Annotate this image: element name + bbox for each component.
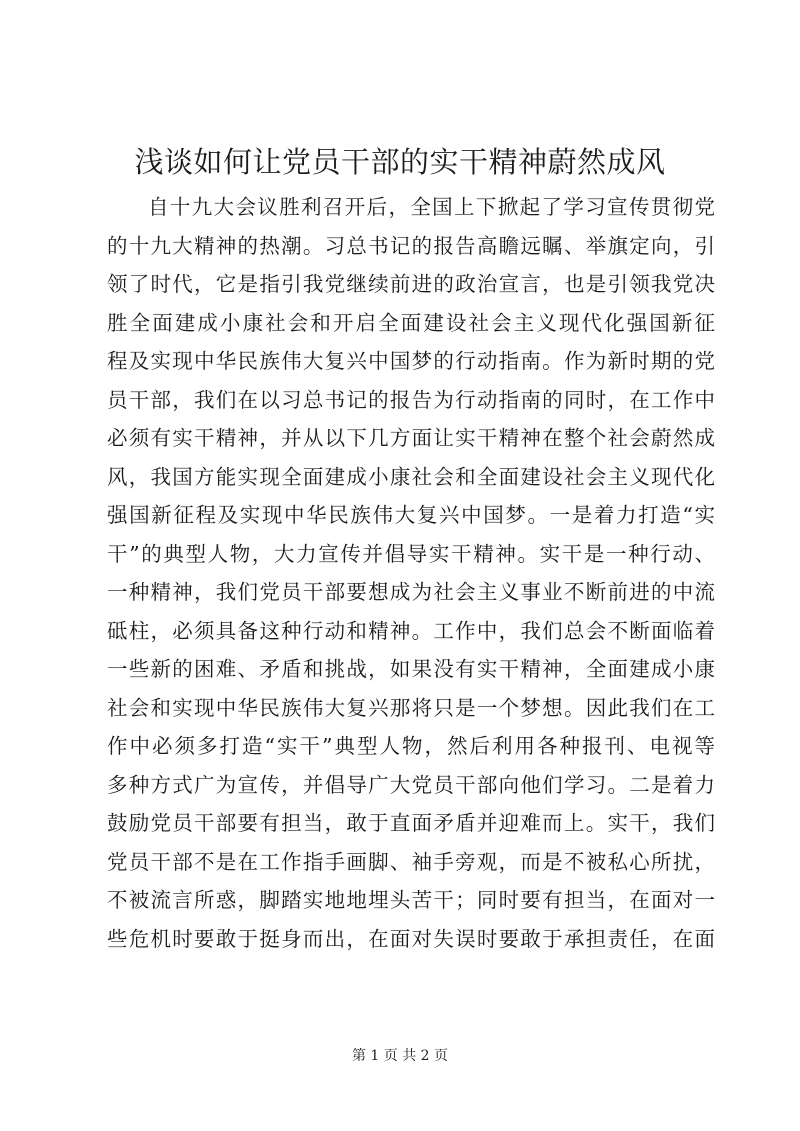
text-line: 社会和实现中华民族伟大复兴那将只是一个梦想。因此我们在工: [107, 695, 715, 720]
text-line: 鼓励党员干部要有担当，敢于直面矛盾并迎难而上。实干，我们: [107, 811, 715, 835]
text-line: 一种精神，我们党员干部要想成为社会主义事业不断前进的中流: [107, 580, 715, 604]
text-line: 作中必须多打造“实干”典型人物，然后利用各种报刊、电视等: [107, 734, 715, 758]
text-line: 一些新的困难、矛盾和挑战，如果没有实干精神，全面建成小康: [107, 657, 715, 681]
text-line: 胜全面建成小康社会和开启全面建设社会主义现代化强国新征: [107, 310, 715, 335]
text-line: 些危机时要敢于挺身而出，在面对失误时要敢于承担责任，在面: [107, 926, 715, 951]
text-line: 干”的典型人物，大力宣传并倡导实干精神。实干是一种行动、: [107, 541, 715, 566]
body-paragraph: [107, 188, 715, 958]
text-line: 强国新征程及实现中华民族伟大复兴中国梦。一是着力打造“实: [107, 503, 715, 527]
text-line: 的十九大精神的热潮。习总书记的报告高瞻远瞩、举旗定向，引: [107, 233, 715, 258]
text-line: 风，我国方能实现全面建成小康社会和全面建设社会主义现代化: [107, 464, 715, 489]
text-line: 程及实现中华民族伟大复兴中国梦的行动指南。作为新时期的党: [107, 349, 715, 373]
text-line: 不被流言所惑，脚踏实地地埋头苦干；同时要有担当，在面对一: [107, 888, 715, 912]
text-line: 领了时代，它是指引我党继续前进的政治宣言，也是引领我党决: [107, 272, 715, 296]
text-line: 党员干部不是在工作指手画脚、袖手旁观，而是不被私心所扰，: [107, 849, 715, 874]
text-line: 员干部，我们在以习总书记的报告为行动指南的同时，在工作中: [107, 387, 715, 412]
text-line: 自十九大会议胜利召开后，全国上下掀起了学习宣传贯彻党: [148, 195, 715, 219]
text-line: 多种方式广为宣传，并倡导广大党员干部向他们学习。二是着力: [107, 772, 715, 797]
text-line: 必须有实干精神，并从以下几方面让实干精神在整个社会蔚然成: [107, 426, 715, 450]
text-line: 砥柱，必须具备这种行动和精神。工作中，我们总会不断面临着: [107, 618, 715, 643]
page-number: 第 1 页 共 2 页: [351, 1048, 449, 1064]
page-footer: [0, 1046, 800, 1066]
document-title: 浅谈如何让党员干部的实干精神蔚然成风: [134, 145, 666, 179]
